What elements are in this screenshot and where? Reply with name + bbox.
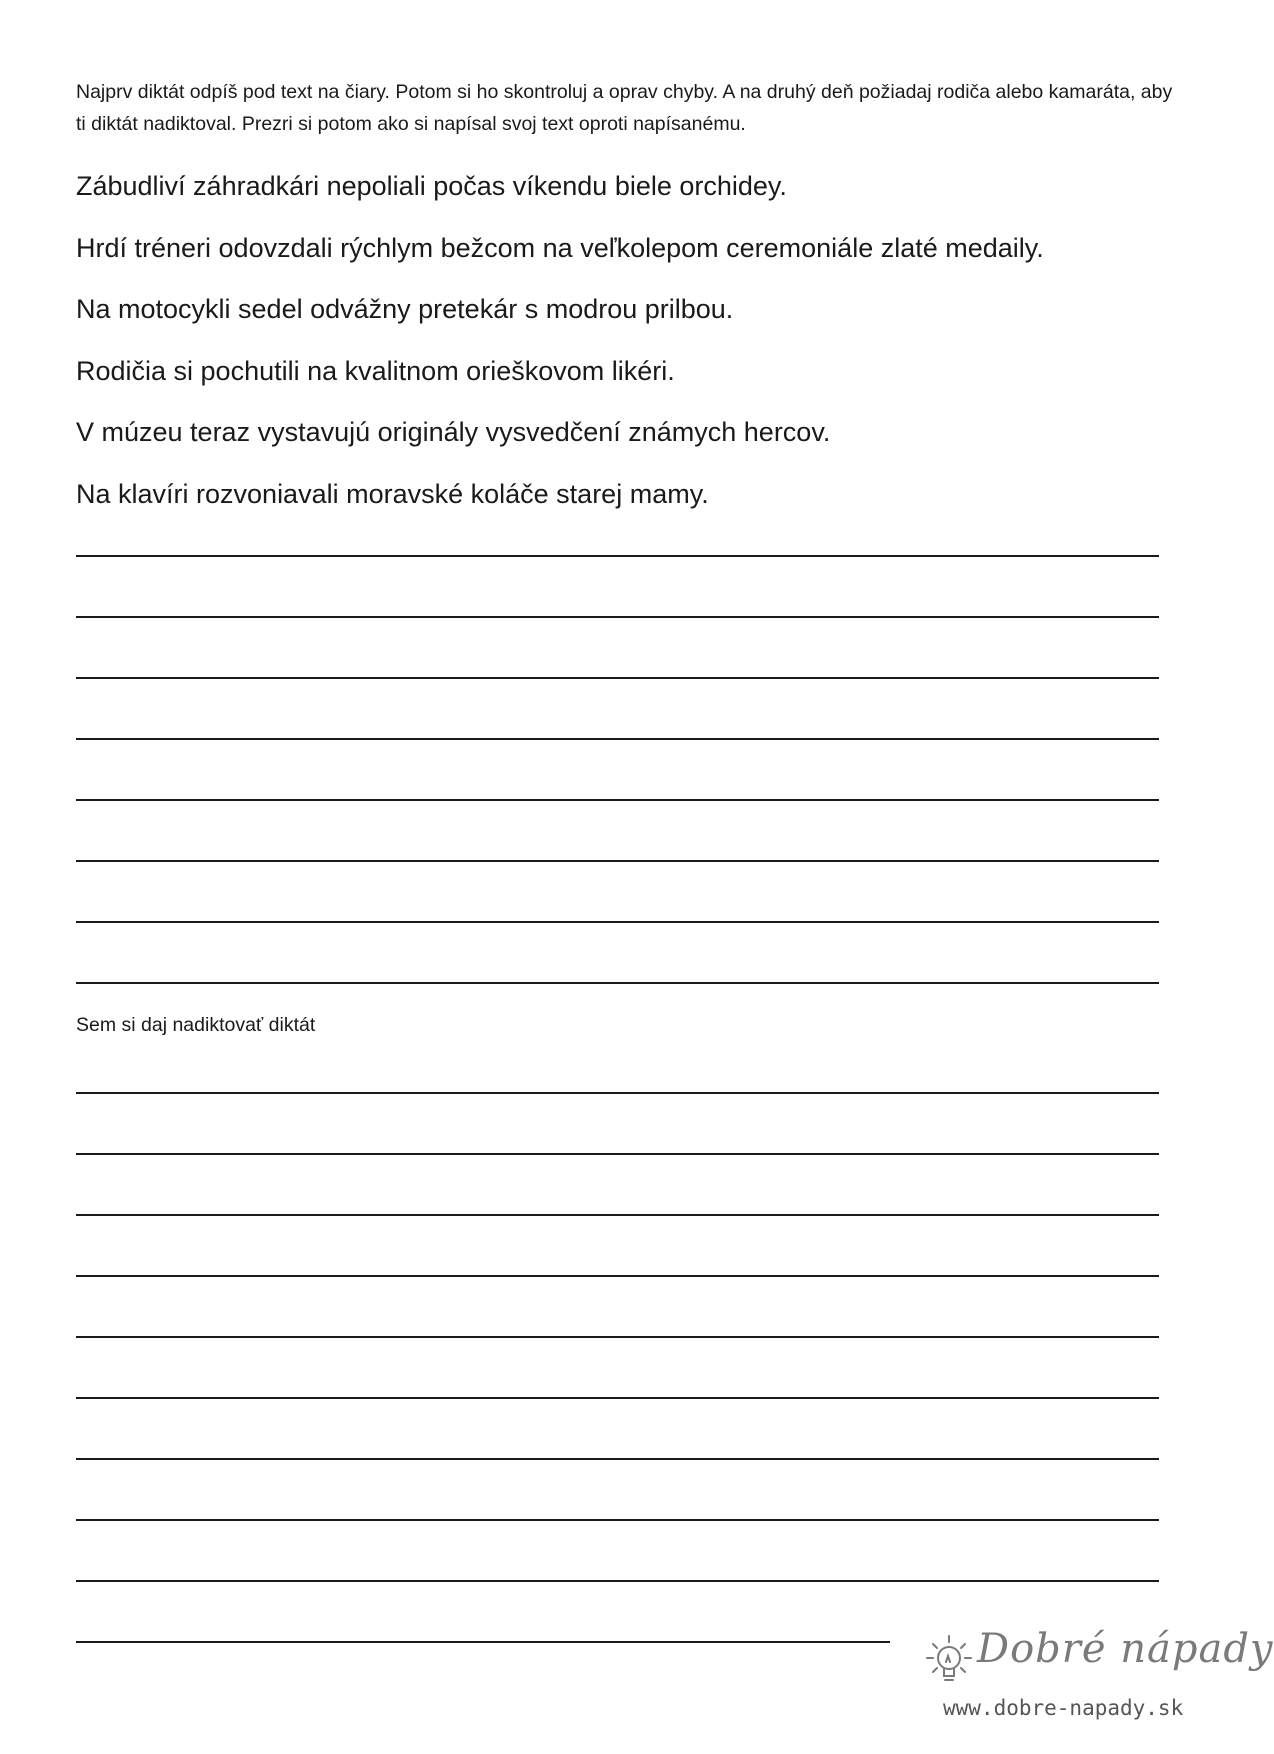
logo-url[interactable]: www.dobre-napady.sk [943,1696,1184,1720]
dictation-writing-line[interactable] [76,1336,1159,1338]
copy-writing-line[interactable] [76,677,1159,679]
copy-writing-line[interactable] [76,616,1159,618]
dictation-writing-line[interactable] [76,1153,1159,1155]
copy-writing-line[interactable] [76,738,1159,740]
lightbulb-icon [915,1618,985,1698]
dictation-sentence: Rodičia si pochutili na kvalitnom orieškovom likéri. [76,355,675,386]
dictation-writing-line[interactable] [76,1641,890,1643]
dictation-sentence: V múzeu teraz vystavujú originály vysvedčení známych hercov. [76,417,831,447]
dictation-writing-line[interactable] [76,1519,1159,1521]
site-logo [915,1618,1274,1736]
logo-name: Dobré nápady [977,1626,1274,1672]
dictation-sentence: Na klavíri rozvoniavali moravské koláče starej mamy. [76,478,709,509]
copy-writing-line[interactable] [76,982,1159,984]
dictation-writing-line[interactable] [76,1580,1159,1582]
dictation-sentence: Zábudliví záhradkári nepoliali počas víkendu biele orchidey. [76,171,787,201]
dictation-section-label: Sem si daj nadiktovať diktát [76,1014,316,1036]
dictation-sentences [76,156,1186,525]
copy-writing-line[interactable] [76,555,1159,557]
instructions-text: Najprv diktát odpíš pod text na čiary. Potom si ho skontroluj a oprav chyby. A na druhý deň požiadaj rodiča alebo kamaráta, aby ti diktát nadiktoval. Prezri si potom ako si napísal svoj text oproti napísanému. [76,81,1173,135]
dictation-writing-line[interactable] [76,1458,1159,1460]
dictation-writing-line[interactable] [76,1092,1159,1094]
copy-writing-line[interactable] [76,921,1159,923]
copy-writing-line[interactable] [76,860,1159,862]
dictation-writing-line[interactable] [76,1397,1159,1399]
dictation-writing-line[interactable] [76,1275,1159,1277]
dictation-sentence: Hrdí tréneri odovzdali rýchlym bežcom na veľkolepom ceremoniále zlaté medaily. [76,232,1044,263]
copy-writing-line[interactable] [76,799,1159,801]
dictation-writing-line[interactable] [76,1214,1159,1216]
dictation-sentence: Na motocykli sedel odvážny pretekár s modrou prilbou. [76,294,734,324]
